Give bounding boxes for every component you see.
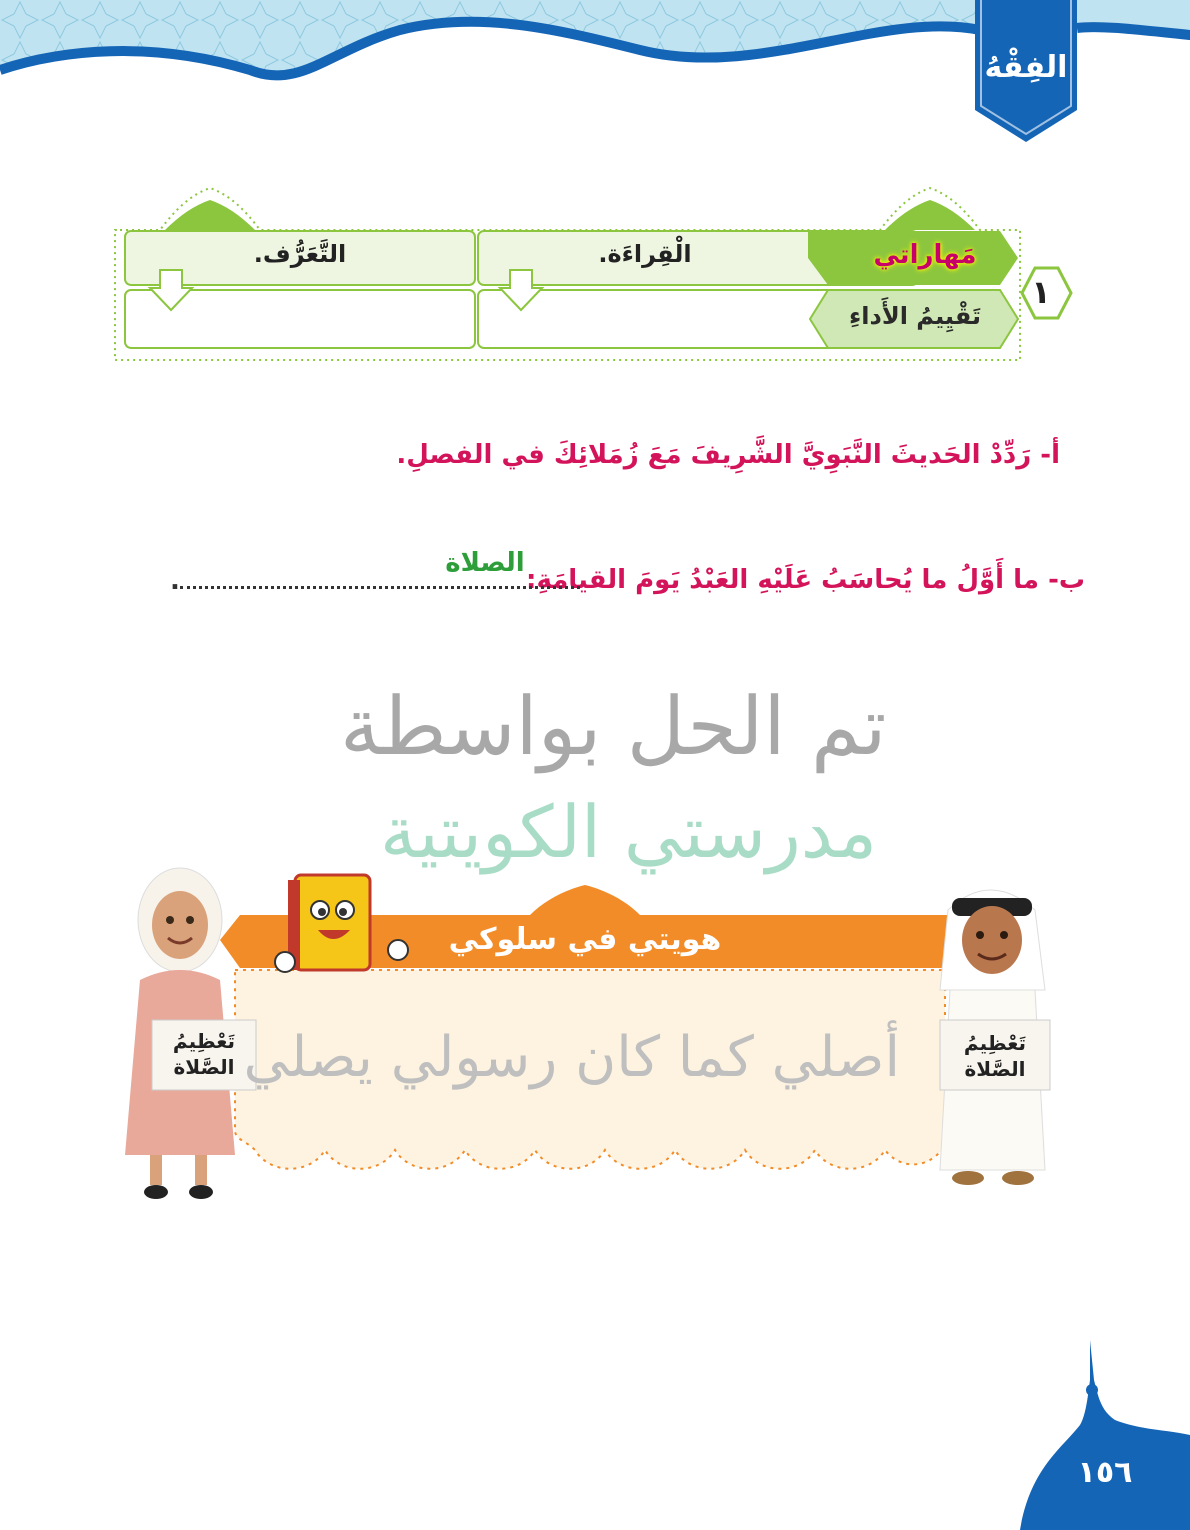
question-b-text: ما أَوَّلُ ما يُحاسَبُ عَلَيْهِ العَبْدُ يَومَ القيامَةِ: [526,565,1040,595]
question-b [526,565,1085,595]
girl-sign-line-1: تَعْظِيمُ [172,1029,236,1053]
question-a-text: رَدِّدْ الحَديثَ النَّبَوِيَّ الشَّرِيفَ مَعَ زُمَلائِكَ في الفصلِ. [396,440,1032,470]
watermark-line-2: مدرستي الكويتية [380,790,878,874]
girl-sign [152,1028,256,1080]
subject-title: الفِقْهُ [984,50,1068,85]
boy-sign-line-2: الصَّلاة [964,1057,1026,1081]
girl-sign-line-2: الصَّلاة [173,1055,235,1079]
evaluation-label: تَقْيِيمُ الأَداءِ [849,302,981,330]
skills-label: مَهاراتي [873,240,977,270]
skills-panel [100,180,1090,380]
exercise-number: ١ [1031,273,1051,311]
question-a-prefix: أ- [1040,440,1060,470]
boy-sign-line-1: تَعْظِيمُ [963,1031,1027,1055]
question-b-answer: الصلاة [445,548,525,578]
identity-banner-title: هويتي في سلوكي [448,922,722,957]
question-a [396,440,1060,470]
page-number-ornament [1020,1340,1190,1530]
skill-recognition: التَّعَرُّف. [253,240,347,268]
boy-sign [940,1030,1050,1082]
tracing-text[interactable]: أصلي كما كان رسولي يصلي [243,1025,900,1090]
watermark-line-1: تم الحل بواسطة [340,680,887,773]
question-b-prefix: ب- [1048,565,1085,595]
page-number: ١٥٦ [1077,1455,1133,1490]
skill-reading: الْقِراءَة. [598,240,692,268]
answer-line-end: . [170,566,180,596]
answer-line[interactable] [180,586,580,589]
